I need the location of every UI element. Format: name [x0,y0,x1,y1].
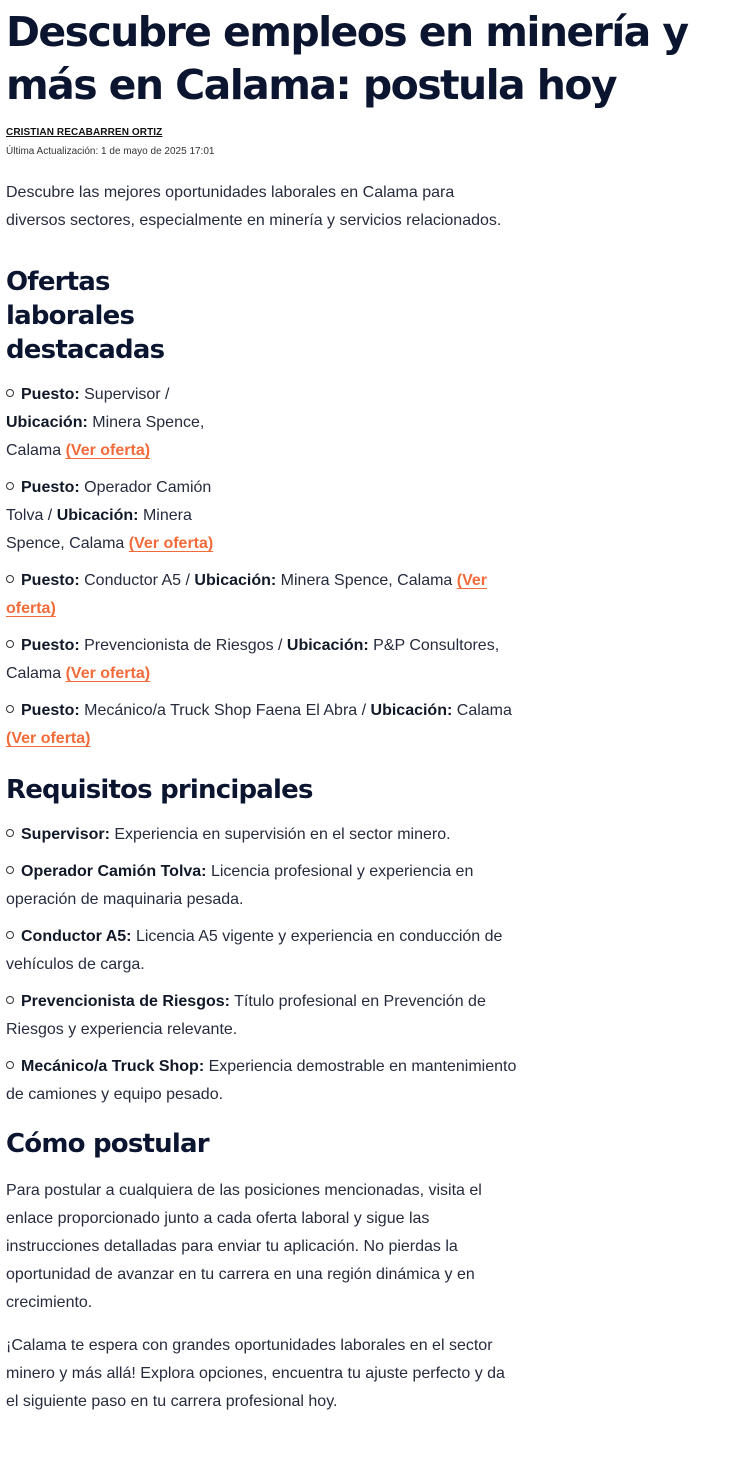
bullet-icon [6,482,14,490]
author-link[interactable]: CRISTIAN RECABARREN ORTIZ [6,127,163,138]
requirement-text: Experiencia en supervisión en el sector minero. [114,826,451,843]
separator: / [160,386,170,403]
ubicacion-label: Ubicación: [56,507,139,524]
apply-heading: Cómo postular [6,1129,209,1159]
puesto-label: Puesto: [21,637,80,654]
offer-ubicacion: Calama [456,702,512,719]
bullet-icon [6,389,14,397]
bullet-icon [6,996,14,1004]
closing-paragraph: ¡Calama te espera con grandes oportunidades laborales en el sector minero y más allá! Explora opciones, encuentra tu ajuste perfecto y da el siguiente paso en tu carrera profesional hoy. [6,1337,505,1410]
separator: / [181,572,195,589]
offer-item [6,697,518,753]
separator: / [43,507,57,524]
offer-item [6,474,238,558]
offers-list [6,381,744,753]
view-offer-link[interactable]: (Ver oferta) [65,665,151,682]
ubicacion-label: Ubicación: [6,414,88,431]
separator: / [273,637,287,654]
ubicacion-label: Ubicación: [194,572,277,589]
apply-paragraph: Para postular a cualquiera de las posiciones mencionadas, visita el enlace proporcionado junto a cada oferta laboral y sigue las instrucciones detalladas para enviar tu aplicación. No pierdas la oportunidad de avanzar en tu carrera en una región dinámica y en crecimiento. [6,1182,482,1311]
article [0,6,750,1416]
offers-heading: Ofertas laborales destacadas [6,267,165,365]
offer-puesto: Conductor A5 [84,572,182,589]
requirement-text: Licencia profesional y experiencia en operación de maquinaria pesada. [6,863,474,908]
puesto-label: Puesto: [21,702,80,719]
offer-ubicacion: P&P Consultores, Calama [6,637,500,682]
offer-puesto: Prevencionista de Riesgos [84,637,274,654]
requirement-item [6,923,518,979]
ubicacion-label: Ubicación: [370,702,453,719]
requirement-role: Supervisor: [21,826,110,843]
puesto-label: Puesto: [21,572,80,589]
requirement-item [6,821,518,849]
view-offer-link[interactable]: (Ver oferta) [6,730,91,747]
puesto-label: Puesto: [21,479,80,496]
requirement-role: Conductor A5: [21,928,132,945]
requirement-role: Operador Camión Tolva: [21,863,207,880]
bullet-icon [6,829,14,837]
requirement-text: Licencia A5 vigente y experiencia en conducción de vehículos de carga. [6,928,503,973]
requirement-role: Mecánico/a Truck Shop: [21,1058,205,1075]
offer-item [6,632,518,688]
requirement-role: Prevencionista de Riesgos: [21,993,230,1010]
requirements-list [6,821,744,1109]
bullet-icon [6,1061,14,1069]
offer-puesto: Operador Camión Tolva [6,479,212,524]
offer-item [6,567,518,623]
bullet-icon [6,866,14,874]
view-offer-link[interactable]: (Ver oferta) [128,535,214,552]
offer-puesto: Mecánico/a Truck Shop Faena El Abra [84,702,358,719]
requirements-heading: Requisitos principales [6,775,313,805]
intro-paragraph: Descubre las mejores oportunidades laborales en Calama para diversos sectores, especialmente en minería y servicios relacionados. [6,184,502,229]
offer-item [6,381,238,465]
requirement-item [6,988,518,1044]
separator: / [357,702,371,719]
view-offer-link[interactable]: (Ver oferta) [65,442,151,459]
bullet-icon [6,575,14,583]
offer-puesto: Supervisor [84,386,161,403]
puesto-label: Puesto: [21,386,80,403]
last-updated: Última Actualización: 1 de mayo de 2025 17:01 [6,146,215,157]
offer-ubicacion: Minera Spence, Calama [6,507,192,552]
bullet-icon [6,931,14,939]
bullet-icon [6,705,14,713]
ubicacion-label: Ubicación: [286,637,369,654]
offer-ubicacion: Minera Spence, Calama [6,414,205,459]
bullet-icon [6,640,14,648]
requirement-item [6,858,518,914]
requirement-text: Experiencia demostrable en mantenimiento de camiones y equipo pesado. [6,1058,517,1103]
offer-ubicacion: Minera Spence, Calama [280,572,453,589]
requirement-text: Título profesional en Prevención de Riesgos y experiencia relevante. [6,993,486,1038]
view-offer-link[interactable]: (Ver oferta) [6,572,488,617]
requirement-item [6,1053,518,1109]
article-title: Descubre empleos en minería y más en Calama: postula hoy [6,8,688,109]
